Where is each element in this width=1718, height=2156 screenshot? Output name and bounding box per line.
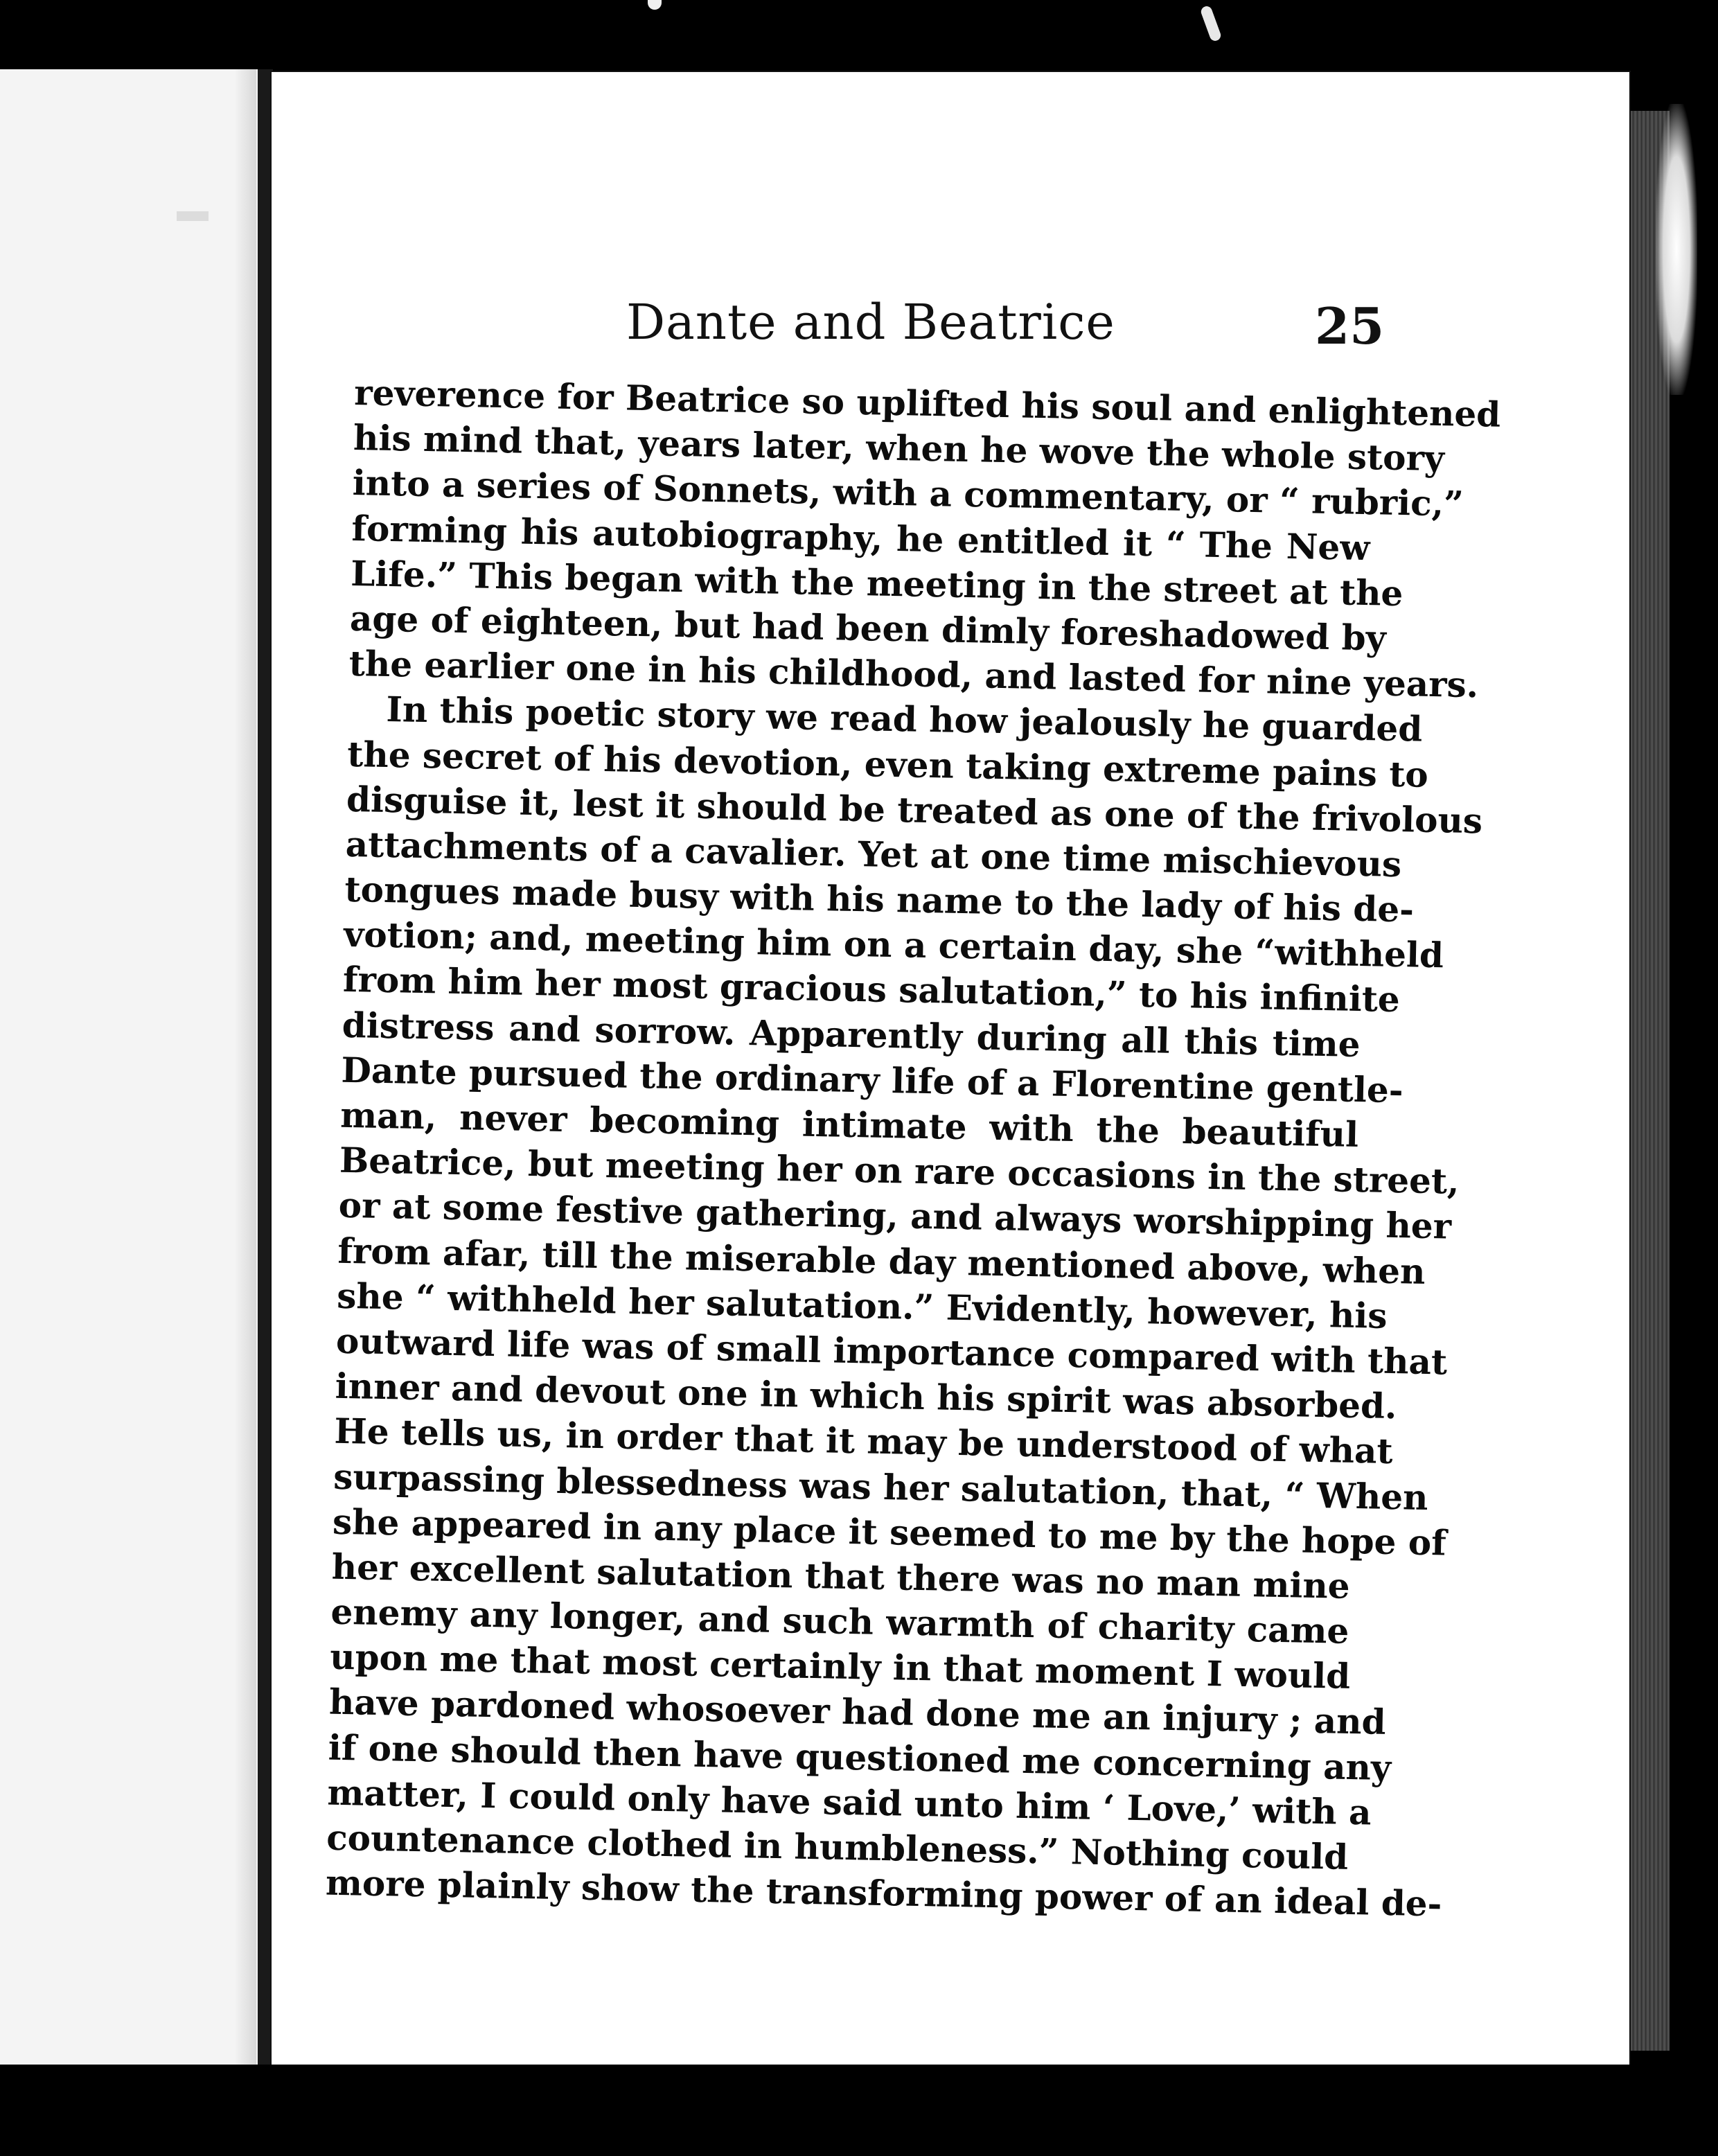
text-line: or at some festive gathering, and always worshipping her (338, 1185, 1452, 1247)
text-line: his mind that, years later, when he wove the whole story (353, 417, 1445, 479)
text-line: the secret of his devotion, even taking extreme pains to (346, 733, 1429, 795)
running-head-title: Dante and Beatrice (626, 294, 1115, 351)
text-line: distress and sorrow. Apparently during all this time (342, 1004, 1361, 1065)
text-line: disguise it, lest it should be treated as one of the frivolous (346, 778, 1483, 842)
text-line: more plainly show the transforming power of an ideal de- (325, 1862, 1442, 1925)
text-line: inner and devout one in which his spirit was absorbed. (335, 1365, 1398, 1427)
scan-bottom-border (0, 2065, 1718, 2156)
page-edge-glare (1656, 104, 1697, 395)
book-page (272, 72, 1629, 2067)
scan-artifact (177, 211, 209, 221)
text-line: she appeared in any place it seemed to me by the hope of (332, 1501, 1447, 1564)
text-line: into a series of Sonnets, with a commentary, or “ rubric,” (352, 462, 1464, 525)
text-line: He tells us, in order that it may be understood of what (334, 1411, 1394, 1472)
text-line: from afar, till the miserable day mentioned above, when (337, 1230, 1426, 1292)
text-line: tongues made busy with his name to the lady of his de- (344, 868, 1415, 930)
scan-artifact (648, 0, 662, 10)
text-line: forming his autobiography, he entitled it “ The New (351, 507, 1370, 568)
book-gutter (258, 69, 273, 2065)
text-line: man, never becoming intimate with the beautiful (339, 1094, 1359, 1156)
text-line: her excellent salutation that there was no man mine (331, 1546, 1351, 1607)
text-line: votion; and, meeting him on a certain day, she “withheld (343, 914, 1444, 976)
left-page-edge (236, 69, 256, 2065)
text-line: Life.” This began with the meeting in the street at the (350, 552, 1403, 614)
text-line: upon me that most certainly in that moment I would (329, 1636, 1351, 1697)
running-head (272, 294, 1629, 356)
text-line: outward life was of small importance compared with that (335, 1320, 1448, 1383)
text-line: she “ withheld her salutation.” Evidently, however, his (336, 1275, 1388, 1336)
scan-artifact (1200, 5, 1223, 42)
text-line: age of eighteen, but had been dimly foreshadowed by (349, 597, 1387, 659)
page-number: 25 (1315, 297, 1385, 355)
text-line: if one should then have questioned me concerning any (328, 1726, 1392, 1788)
left-facing-page (0, 69, 260, 2065)
page-edges (1629, 111, 1670, 2051)
text-line: Beatrice, but meeting her on rare occasions in the street, (339, 1139, 1460, 1203)
text-line: have pardoned whosoever had done me an injury ; and (328, 1681, 1387, 1743)
text-line: surpassing blessedness was her salutation, that, “ When (333, 1456, 1429, 1518)
text-line: the earlier one in his childhood, and lasted for nine years. (348, 643, 1479, 706)
text-line: attachments of a cavalier. Yet at one time mischievous (345, 823, 1402, 885)
text-line: from him her most gracious salutation,” to his infinite (342, 959, 1401, 1020)
text-line: enemy any longer, and such warmth of charity came (330, 1591, 1349, 1652)
text-line: reverence for Beatrice so uplifted his soul and enlightened (353, 371, 1501, 435)
text-line: In this poetic story we read how jealously he guarded (386, 689, 1423, 750)
text-line: countenance clothed in humbleness.” Nothing could (326, 1817, 1349, 1877)
body-text (325, 370, 1501, 1925)
text-line: matter, I could only have said unto him ‘ Love,’ with a (327, 1771, 1372, 1833)
text-line: Dante pursued the ordinary life of a Florentine gentle- (341, 1049, 1404, 1111)
